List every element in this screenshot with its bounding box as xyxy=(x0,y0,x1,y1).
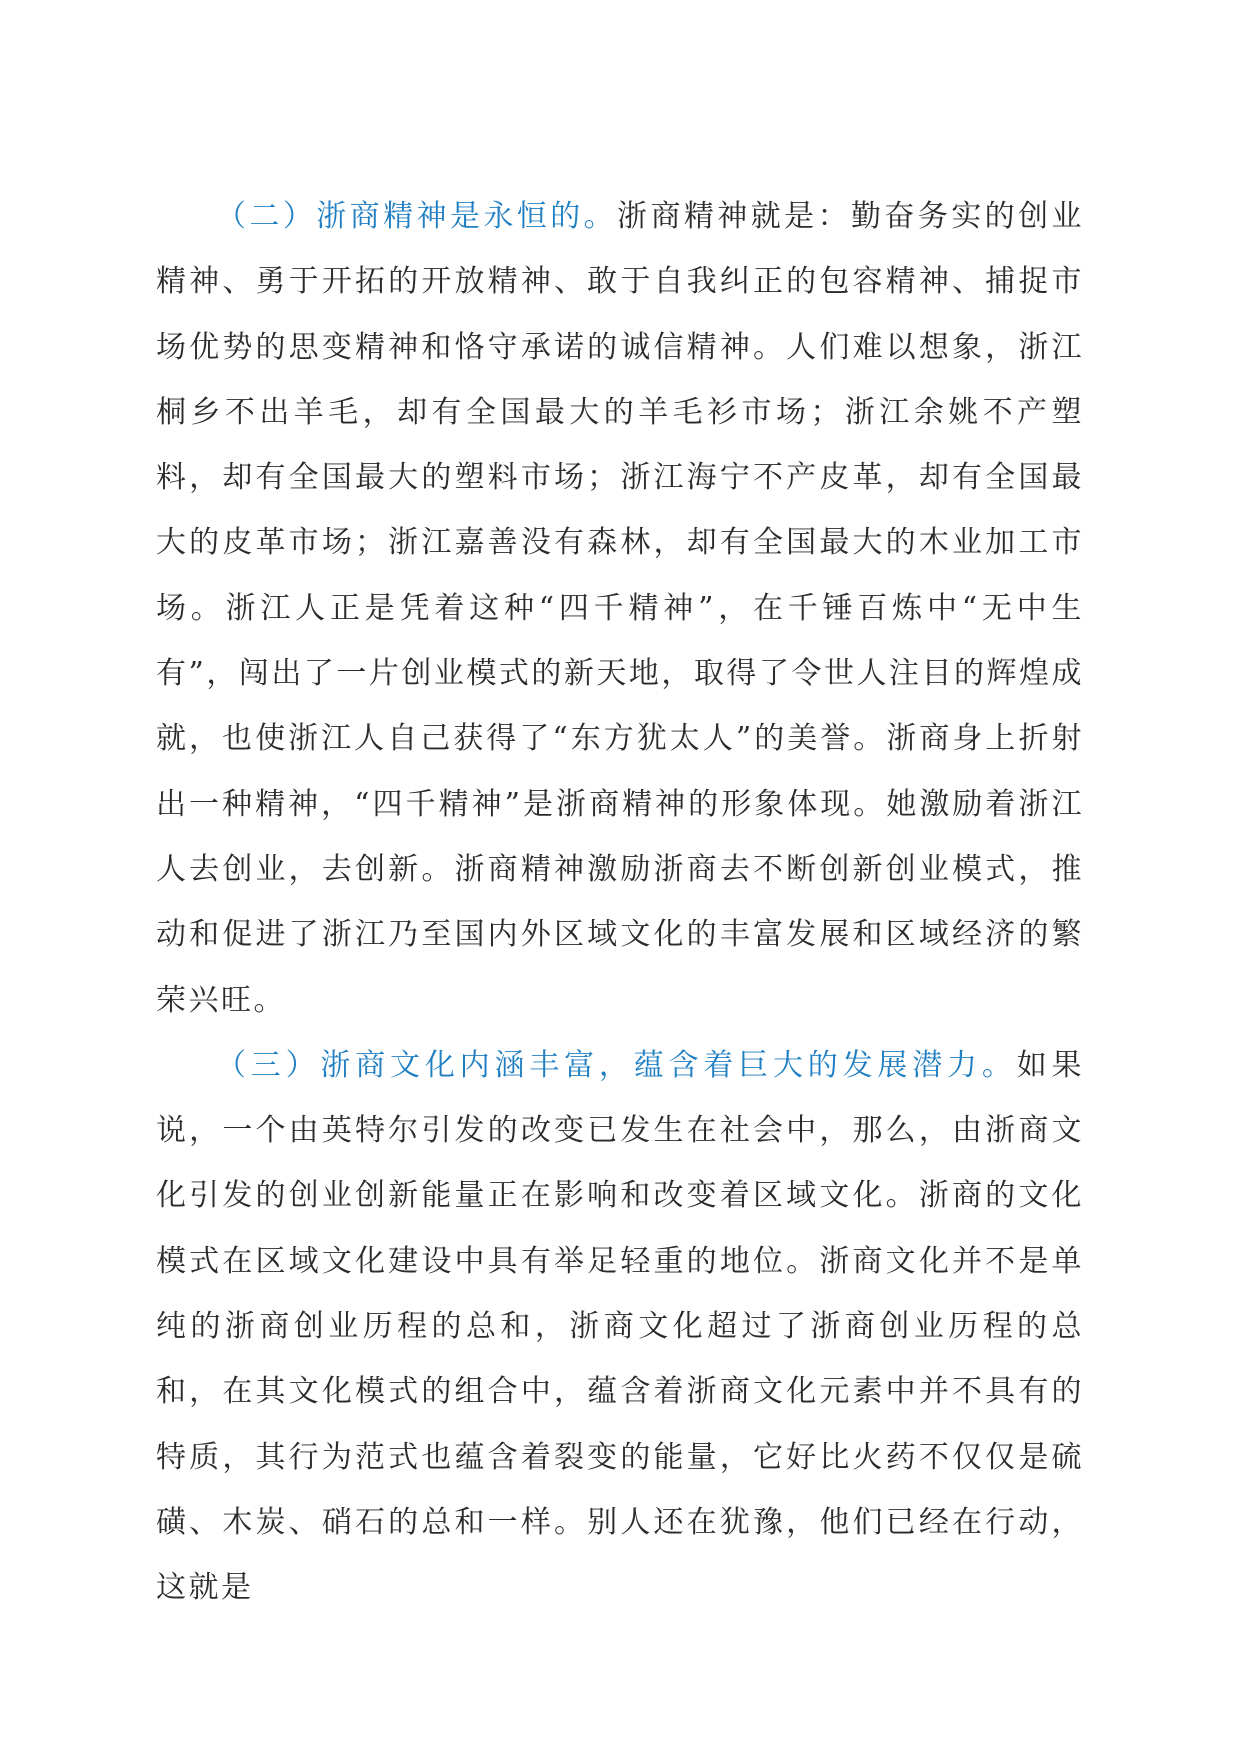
section-heading-2: （二）浙商精神是永恒的。 xyxy=(216,199,618,234)
document-body xyxy=(156,184,1084,1621)
paragraph-text: 如果说，一个由英特尔引发的改变已发生在社会中，那么，由浙商文化引发的创业创新能量正在影响和改变着区域文化。浙商的文化模式在区域文化建设中具有举足轻重的地位。浙商文化并不是单纯的浙商创业历程的总和，浙商文化超过了浙商创业历程的总和，在其文化模式的组合中，蕴含着浙商文化元素中并不具有的特质，其行为范式也蕴含着裂变的能量，它好比火药不仅仅是硫磺、木炭、硝石的总和一样。别人还在犹豫，他们已经在行动，这就是 xyxy=(156,1047,1084,1606)
paragraph-zheshang-culture xyxy=(156,1033,1084,1621)
paragraph-zheshang-spirit xyxy=(156,184,1084,1033)
section-heading-3: （三）浙商文化内涵丰富，蕴含着巨大的发展潜力。 xyxy=(216,1047,1017,1083)
paragraph-text: 浙商精神就是：勤奋务实的创业精神、勇于开拓的开放精神、敢于自我纠正的包容精神、捕捉市场优势的思变精神和恪守承诺的诚信精神。人们难以想象，浙江桐乡不出羊毛，却有全国最大的羊毛衫市场；浙江余姚不产塑料，却有全国最大的塑料市场；浙江海宁不产皮革，却有全国最大的皮革市场；浙江嘉善没有森林，却有全国最大的木业加工市场。浙江人正是凭着这种“四千精神”，在千锤百炼中“无中生有”，闯出了一片创业模式的新天地，取得了令世人注目的辉煌成就，也使浙江人自己获得了“东方犹太人”的美誉。浙商身上折射出一种精神，“四千精神”是浙商精神的形象体现。她激励着浙江人去创业，去创新。浙商精神激励浙商去不断创新创业模式，推动和促进了浙江乃至国内外区域文化的丰富发展和区域经济的繁荣兴旺。 xyxy=(156,199,1085,1018)
